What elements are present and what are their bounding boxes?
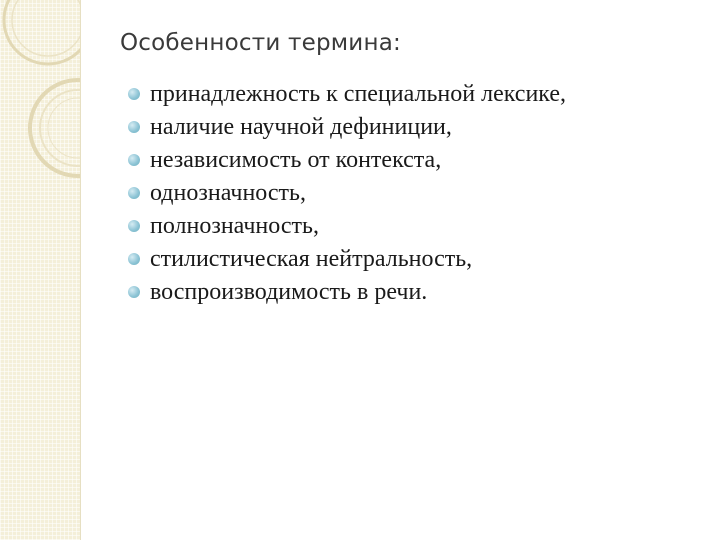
- bullet-list: [128, 80, 688, 311]
- list-item-text: полнозначность,: [150, 213, 319, 239]
- band-divider: [80, 0, 81, 540]
- list-item-text: наличие научной дефиниции,: [150, 114, 452, 140]
- bullet-dot-icon: [128, 88, 140, 100]
- list-item-text: независимость от контекста,: [150, 147, 442, 173]
- list-item-text: однозначность,: [150, 180, 306, 206]
- list-item: [128, 80, 688, 109]
- bullet-dot-icon: [128, 220, 140, 232]
- bullet-dot-icon: [128, 121, 140, 133]
- list-item-text: воспроизводимость в речи.: [150, 279, 428, 305]
- list-item: [128, 245, 688, 274]
- list-item-text: принадлежность к специальной лексике,: [150, 81, 567, 107]
- decorative-side-band: [0, 0, 80, 540]
- bullet-dot-icon: [128, 286, 140, 298]
- list-item-text: стилистическая нейтральность,: [150, 246, 473, 272]
- bullet-dot-icon: [128, 187, 140, 199]
- list-item: [128, 113, 688, 142]
- bullet-dot-icon: [128, 154, 140, 166]
- list-item: [128, 179, 688, 208]
- list-item: [128, 146, 688, 175]
- list-item: [128, 278, 688, 307]
- list-item: [128, 212, 688, 241]
- slide-title: Особенности термина:: [120, 30, 401, 56]
- decorative-circles-icon: [0, 0, 80, 540]
- bullet-dot-icon: [128, 253, 140, 265]
